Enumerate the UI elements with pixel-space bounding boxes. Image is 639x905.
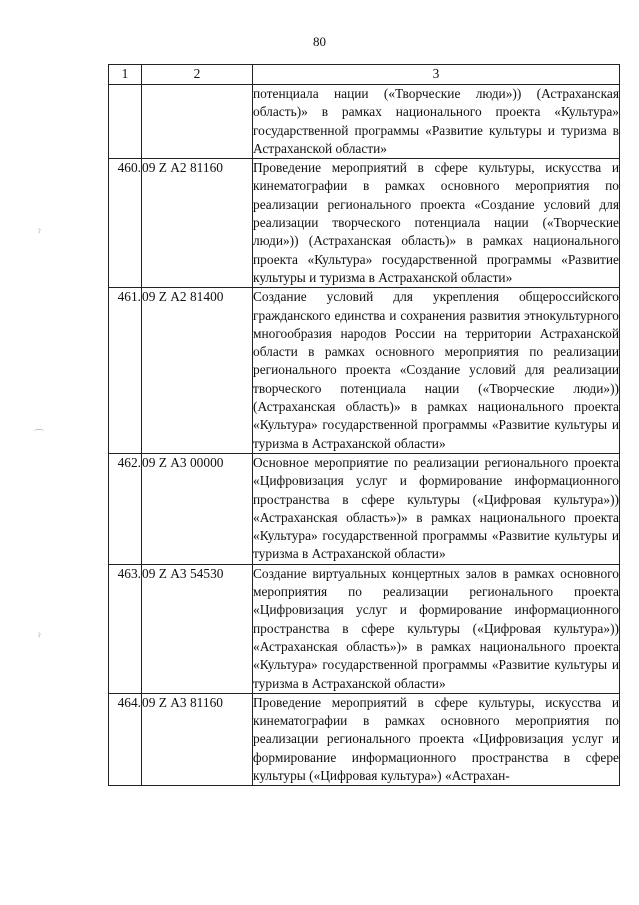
budget-code: 09 Z А3 81160: [142, 693, 253, 785]
row-description: потенциала нации («Творческие люди»)) (Астраханская область)» в рамках национального проекта «Культура» государственной программы «Развитие культуры и туризма в Астраханской области»: [253, 85, 620, 159]
row-number: 461.: [109, 288, 142, 454]
budget-code: 09 Z А2 81400: [142, 288, 253, 454]
page-number: 80: [313, 34, 326, 49]
budget-code: 09 Z А3 00000: [142, 453, 253, 564]
table-row: [109, 288, 620, 454]
table-header-row: [109, 65, 620, 85]
table-row: [109, 85, 620, 159]
table-row: [109, 693, 620, 785]
budget-code: [142, 85, 253, 159]
row-number: 460.: [109, 159, 142, 288]
row-number: [109, 85, 142, 159]
column-header: 2: [142, 65, 253, 85]
row-description: Основное мероприятие по реализации регионального проекта «Цифровизация услуг и формирование информационного пространства в сфере культуры («Цифровая культура»)) «Астраханская область»)» в рамках национального проекта «Культура» государственной программы «Развитие культуры и туризма в Астраханской области»: [253, 453, 620, 564]
budget-classification-table: [108, 64, 620, 786]
row-number: 463.: [109, 564, 142, 693]
row-description: Проведение мероприятий в сфере культуры, искусства и кинематографии в рамках основного мероприятия по реализации регионального проекта «Цифровизация услуг и формирование информационного пространства в сфере культуры («Цифровая культура») «Астрахан-: [253, 693, 620, 785]
row-description: Создание условий для укрепления общероссийского гражданского единства и сохранения развития этнокультурного многообразия народов России на территории Астраханской области в рамках основного мероприятия по реализации регионального проекта «Создание условий для реализации творческого потенциала нации («Творческие люди»)) (Астраханская область)» в рамках национального проекта «Культура» государственной программы «Развитие культуры и туризма в Астраханской области»: [253, 288, 620, 454]
row-description: Создание виртуальных концертных залов в рамках основного мероприятия по реализации регионального проекта «Цифровизация услуг и формирование информационного пространства в сфере культуры («Цифровая культура»)) «Астраханская область»)» в рамках национального проекта «Культура» государственной программы «Развитие культуры и туризма в Астраханской области»: [253, 564, 620, 693]
row-description: Проведение мероприятий в сфере культуры, искусства и кинематографии в рамках основного мероприятия по реализации регионального проекта «Создание условий для реализации творческого потенциала нации («Творческие люди»)) (Астраханская область)» в рамках национального проекта «Культура» государственной программы «Развитие культуры и туризма в Астраханской области»: [253, 159, 620, 288]
table-row: [109, 453, 620, 564]
column-header: 1: [109, 65, 142, 85]
row-number: 464.: [109, 693, 142, 785]
table-row: [109, 564, 620, 693]
scan-mark: ⌒: [34, 430, 44, 441]
budget-code: 09 Z А2 81160: [142, 159, 253, 288]
row-number: 462.: [109, 453, 142, 564]
budget-code: 09 Z А3 54530: [142, 564, 253, 693]
table-row: [109, 159, 620, 288]
scan-mark: ˀ: [38, 632, 41, 643]
scan-mark: ˀ: [38, 228, 41, 239]
column-header: 3: [253, 65, 620, 85]
